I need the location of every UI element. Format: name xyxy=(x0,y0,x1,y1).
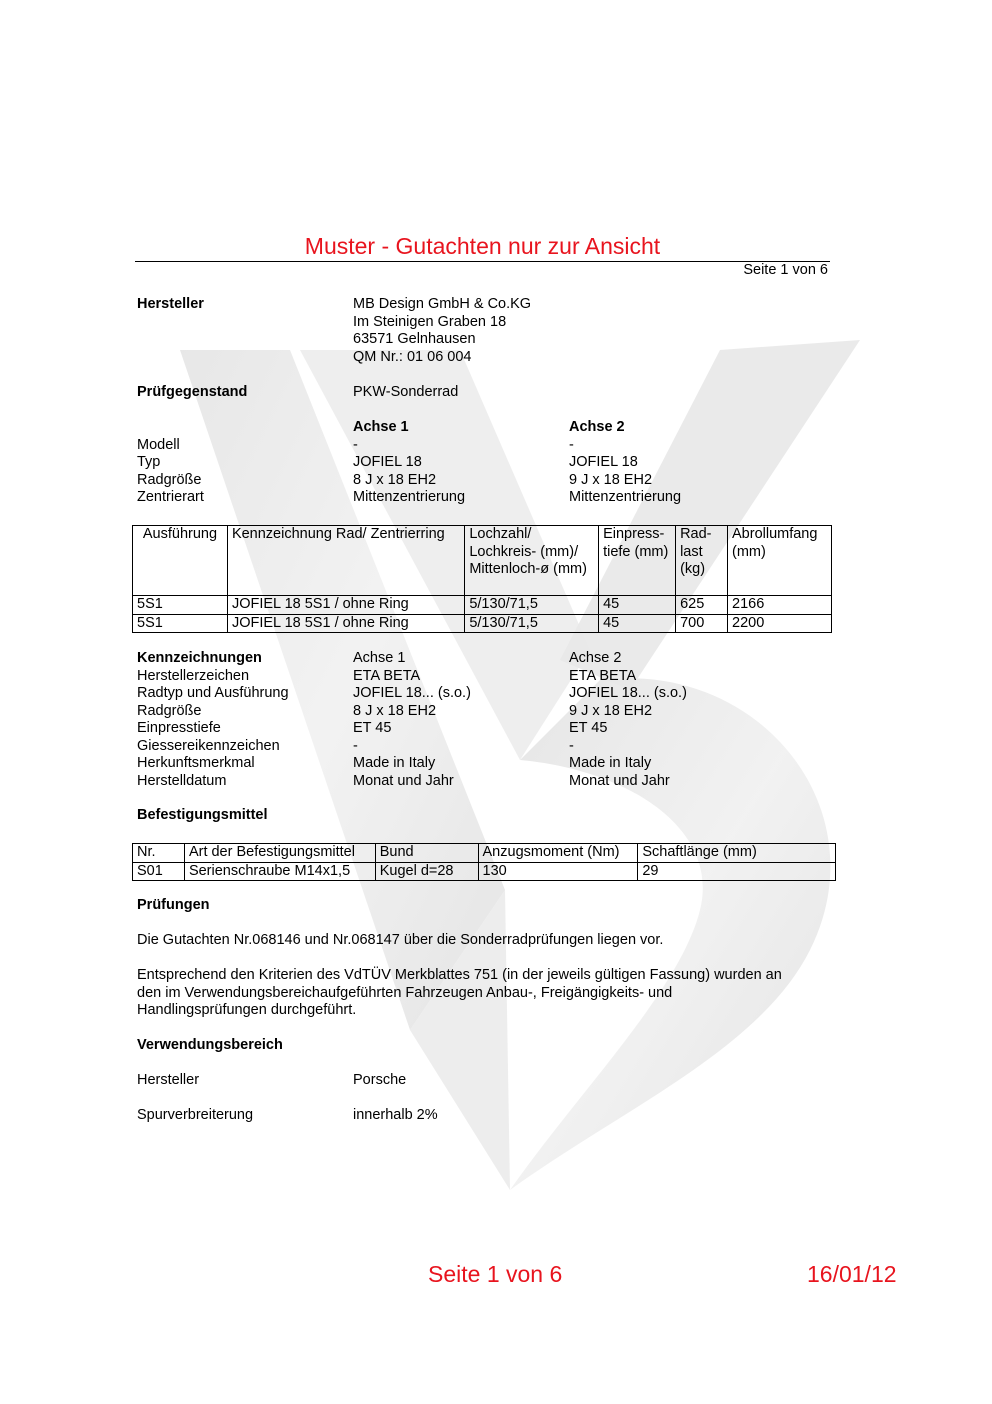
ausfuehrung-header-cell: Ausführung xyxy=(133,526,228,596)
verwendung-row-label: Spurverbreiterung xyxy=(137,1107,254,1123)
pruefungen-paragraph-1: Die Gutachten Nr.068146 und Nr.068147 über die Sonderradprüfungen liegen vor. xyxy=(137,932,664,948)
table-cell: 130 xyxy=(478,862,638,881)
achsen-row-label: Modell xyxy=(137,436,180,453)
kennz-row-label: Herkunftsmerkmal xyxy=(137,755,255,771)
achsen-row-a2: JOFIEL 18 xyxy=(569,454,638,470)
achsen-row-a1: - xyxy=(353,436,358,453)
table-cell: 29 xyxy=(638,862,836,881)
kennz-row-label: Giessereikennzeichen xyxy=(137,737,280,754)
table-cell: 625 xyxy=(676,596,728,615)
kennz-row-label: Herstellerzeichen xyxy=(137,667,250,684)
verwendung-row-value: Porsche xyxy=(353,1072,407,1088)
ausfuehrung-header-cell: Einpress-tiefe (mm) xyxy=(599,526,676,596)
achsen-row-a1: JOFIEL 18 xyxy=(353,454,422,470)
ausfuehrung-table xyxy=(132,525,832,633)
footer-page-number: Seite 1 von 6 xyxy=(428,1261,563,1287)
befestigung-header-cell: Nr. xyxy=(133,844,185,863)
verwendungsbereich-label: Verwendungsbereich xyxy=(137,1037,283,1053)
kennz-row-a2: ET 45 xyxy=(569,720,608,736)
kennz-row-a1: ET 45 xyxy=(353,720,392,736)
kennz-row-a2: 9 J x 18 EH2 xyxy=(569,702,653,719)
hersteller-label: Hersteller xyxy=(137,296,204,312)
pruefgegenstand-value: PKW-Sonderrad xyxy=(353,384,459,400)
befestigung-header-cell: Bund xyxy=(375,844,478,863)
achsen-row-a2: 9 J x 18 EH2 xyxy=(569,471,653,488)
achse-2-heading: Achse 2 xyxy=(569,419,625,435)
kennz-row-a2: Made in Italy xyxy=(569,755,652,771)
achsen-row-label: Zentrierart xyxy=(137,489,204,505)
achsen-row-label: Typ xyxy=(137,454,161,470)
table-cell: Kugel d=28 xyxy=(375,862,478,881)
paragraph-line: Entsprechend den Kriterien des VdTÜV Merkblattes 751 (in der jeweils gültigen Fassung) wurden an xyxy=(137,967,782,983)
hersteller-line-4: QM Nr.: 01 06 004 xyxy=(353,348,472,365)
pruefungen-paragraph-2 xyxy=(137,967,837,1020)
pruefgegenstand-label: Prüfgegenstand xyxy=(137,384,248,400)
ausfuehrung-header-cell: Rad-last (kg) xyxy=(676,526,728,596)
achsen-row-a2: - xyxy=(569,436,574,453)
table-cell: 5S1 xyxy=(133,614,228,633)
document-title: Muster - Gutachten nur zur Ansicht xyxy=(304,233,661,259)
table-cell: 2200 xyxy=(728,614,832,633)
kennz-row-label: Radtyp und Ausführung xyxy=(137,685,289,701)
hersteller-line-3: 63571 Gelnhausen xyxy=(353,331,476,347)
table-cell: 700 xyxy=(676,614,728,633)
achse-1-heading: Achse 1 xyxy=(353,419,409,435)
pruefungen-label: Prüfungen xyxy=(137,897,210,913)
table-row xyxy=(133,862,836,881)
table-row xyxy=(133,596,832,615)
table-cell: 45 xyxy=(599,614,676,633)
ausfuehrung-header-row xyxy=(133,526,832,596)
table-cell: 5/130/71,5 xyxy=(465,614,599,633)
table-cell: 2166 xyxy=(728,596,832,615)
kennz-row-a1: Monat und Jahr xyxy=(353,772,454,789)
achsen-row-a1: Mittenzentrierung xyxy=(353,489,466,505)
table-row xyxy=(133,614,832,633)
befestigung-header-row xyxy=(133,844,836,863)
kennz-achse-1-heading: Achse 1 xyxy=(353,650,406,666)
befestigung-label: Befestigungsmittel xyxy=(137,807,268,823)
paragraph-line: Handlingsprüfungen durchgeführt. xyxy=(137,1002,357,1018)
footer-date: 16/01/12 xyxy=(807,1261,897,1287)
kennz-row-a1: 8 J x 18 EH2 xyxy=(353,702,437,719)
kennz-row-a2: ETA BETA xyxy=(569,667,637,684)
paragraph-line: den im Verwendungsbereichaufgeführten Fahrzeugen Anbau-, Freigängigkeits- und xyxy=(137,984,673,1001)
kennz-row-label: Einpresstiefe xyxy=(137,720,221,736)
hersteller-line-1: MB Design GmbH & Co.KG xyxy=(353,296,532,312)
ausfuehrung-header-cell: Lochzahl/ Lochkreis- (mm)/ Mittenloch-ø (mm) xyxy=(465,526,599,596)
kennz-row-a2: Monat und Jahr xyxy=(569,772,670,789)
ausfuehrung-header-cell: Kennzeichnung Rad/ Zentrierring xyxy=(227,526,464,596)
befestigung-header-cell: Art der Befestigungsmittel xyxy=(184,844,375,863)
page-indicator: Seite 1 von 6 xyxy=(743,262,828,278)
befestigung-header-cell: Anzugsmoment (Nm) xyxy=(478,844,638,863)
table-cell: Serienschraube M14x1,5 xyxy=(184,862,375,881)
kennz-row-label: Radgröße xyxy=(137,702,202,719)
table-cell: S01 xyxy=(133,862,185,881)
achsen-row-label: Radgröße xyxy=(137,471,202,488)
kennz-row-a1: JOFIEL 18... (s.o.) xyxy=(353,685,471,701)
befestigung-table xyxy=(132,843,836,881)
hersteller-line-2: Im Steinigen Graben 18 xyxy=(353,313,507,330)
achsen-row-a1: 8 J x 18 EH2 xyxy=(353,471,437,488)
kennz-row-label: Herstelldatum xyxy=(137,772,227,789)
ausfuehrung-header-cell: Abrollumfang (mm) xyxy=(728,526,832,596)
kennzeichnungen-label: Kennzeichnungen xyxy=(137,650,262,666)
kennz-row-a2: JOFIEL 18... (s.o.) xyxy=(569,685,687,701)
kennz-row-a1: - xyxy=(353,737,358,754)
table-cell: 5/130/71,5 xyxy=(465,596,599,615)
verwendung-row-label: Hersteller xyxy=(137,1072,200,1088)
kennz-row-a1: ETA BETA xyxy=(353,667,421,684)
table-cell: 45 xyxy=(599,596,676,615)
kennz-row-a1: Made in Italy xyxy=(353,755,436,771)
achsen-row-a2: Mittenzentrierung xyxy=(569,489,682,505)
table-cell: JOFIEL 18 5S1 / ohne Ring xyxy=(227,614,464,633)
kennz-row-a2: - xyxy=(569,737,574,754)
table-cell: JOFIEL 18 5S1 / ohne Ring xyxy=(227,596,464,615)
kennz-achse-2-heading: Achse 2 xyxy=(569,650,622,666)
title-rule xyxy=(135,261,830,262)
befestigung-header-cell: Schaftlänge (mm) xyxy=(638,844,836,863)
table-cell: 5S1 xyxy=(133,596,228,615)
verwendung-row-value: innerhalb 2% xyxy=(353,1107,438,1123)
